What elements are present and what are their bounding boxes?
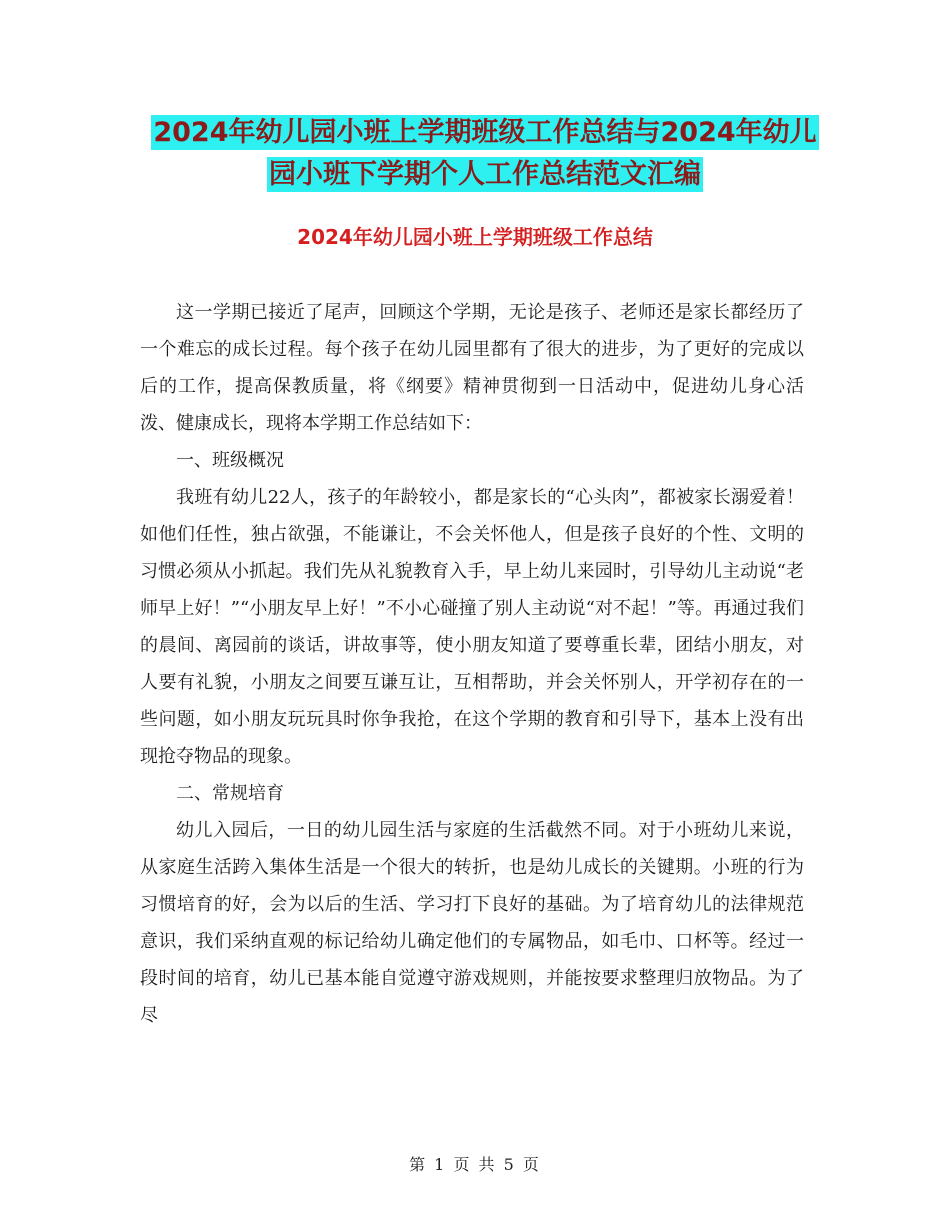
document-body	[140, 294, 804, 1034]
intro-paragraph: 这一学期已接近了尾声，回顾这个学期，无论是孩子、老师还是家长都经历了一个难忘的成长过程。每个孩子在幼儿园里都有了很大的进步，为了更好的完成以后的工作，提高保教质量，将《纲要》精神贯彻到一日活动中，促进幼儿身心活泼、健康成长，现将本学期工作总结如下：	[140, 302, 804, 434]
routine-training-paragraph: 幼儿入园后，一日的幼儿园生活与家庭的生活截然不同。对于小班幼儿来说，从家庭生活跨入集体生活是一个很大的转折，也是幼儿成长的关键期。小班的行为习惯培育的好，会为以后的生活、学习打下良好的基础。为了培育幼儿的法律规范意识，我们采纳直观的标记给幼儿确定他们的专属物品，如毛巾、口杯等。经过一段时间的培育，幼儿已基本能自觉遵守游戏规则，并能按要求整理归放物品。为了尽	[140, 820, 804, 1026]
class-overview-paragraph: 我班有幼儿22人，孩子的年龄较小，都是家长的“心头肉”，都被家长溺爱着！如他们任性，独占欲强，不能谦让，不会关怀他人，但是孩子良好的个性、文明的习惯必须从小抓起。我们先从礼貌教育入手，早上幼儿来园时，引导幼儿主动说“老师早上好！”“小朋友早上好！”不小心碰撞了别人主动说“对不起！”等。再通过我们的晨间、离园前的谈话，讲故事等，使小朋友知道了要尊重长辈，团结小朋友，对人要有礼貌，小朋友之间要互谦互让，互相帮助，并会关怀别人，开学初存在的一些问题，如小朋友玩玩具时你争我抢，在这个学期的教育和引导下，基本上没有出现抢夺物品的现象。	[140, 487, 804, 767]
page-footer: 第 1 页 共 5 页	[409, 1155, 541, 1174]
document-title	[140, 112, 830, 196]
heading-class-overview: 一、班级概况	[176, 450, 284, 471]
title-highlight: 2024年幼儿园小班上学期班级工作总结与2024年幼儿园小班下学期个人工作总结范文汇编	[153, 117, 817, 190]
section-title: 2024年幼儿园小班上学期班级工作总结	[297, 225, 653, 249]
heading-routine-training: 二、常规培育	[176, 783, 284, 804]
